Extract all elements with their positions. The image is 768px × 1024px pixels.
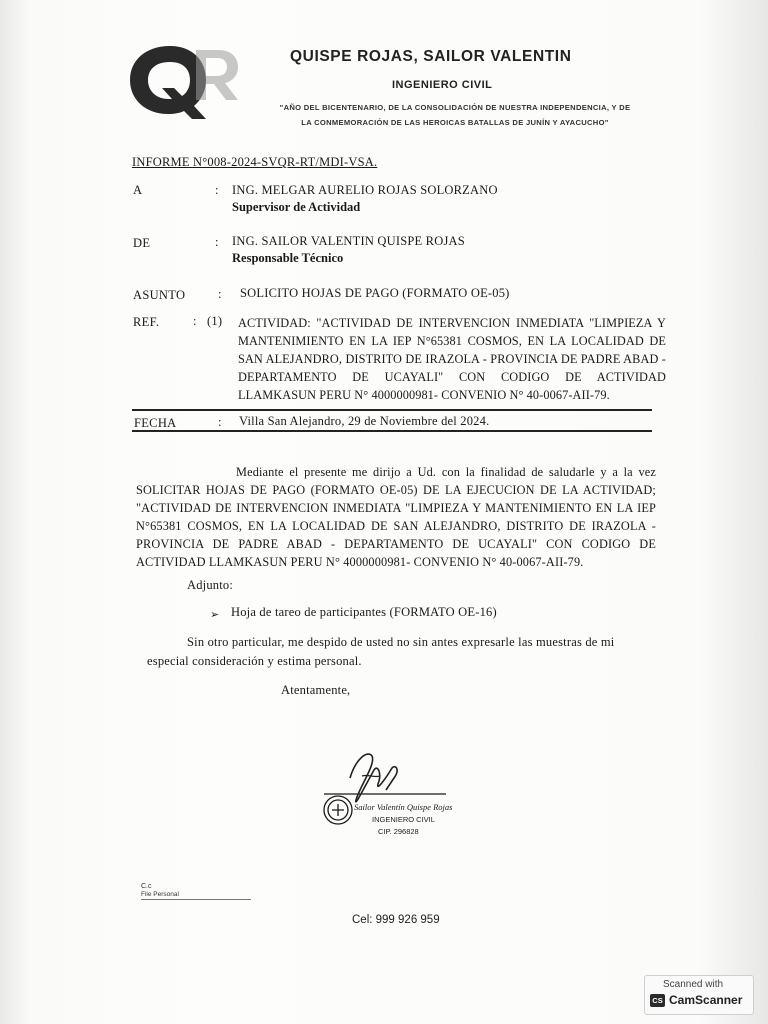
subject-colon: : [218,287,222,301]
footer-rule [141,899,251,900]
scanned-with-text: Scanned with [663,979,724,990]
motto-line-1: "AÑO DEL BICENTENARIO, DE LA CONSOLIDACIÓN DE NUESTRA INDEPENDENCIA, Y DE [279,103,631,112]
to-name: ING. MELGAR AURELIO ROJAS SOLORZANO [232,183,498,197]
cc-label: C.c [141,883,152,890]
attach-item: Hoja de tareo de participantes (FORMATO OE-16) [231,605,497,619]
report-number: INFORME N°008-2024-SVQR-RT/MDI-VSA. [132,155,378,169]
engineer-name: QUISPE ROJAS, SAILOR VALENTIN [290,48,572,65]
camscanner-watermark [644,975,754,1015]
camscanner-logo-icon: CS [650,994,665,1007]
body-paragraph-start: Mediante el presente me dirijo a Ud. con la finalidad de saludarle y a la vez [236,465,656,479]
ref-label: REF. [133,315,160,329]
from-label: DE [133,236,151,250]
qr-logo [126,40,246,120]
signature-stamp [316,748,456,843]
ref-prefix: (1) [207,314,223,328]
body-paragraph-rest: SOLICITAR HOJAS DE PAGO (FORMATO OE-05) DE LA EJECUCION DE LA ACTIVIDAD; "ACTIVIDAD DE INTERVENCION INMEDIATA "LIMPIEZA Y MANTENIMIENTO EN LA IEP N°65381 COSMOS, EN LA LOCALIDAD DE SAN ALEJANDRO, DISTRITO DE IRAZOLA - PROVINCIA DE PADRE ABAD - DEPARTAMENTO DE UCAYALI" CON CODIGO DE ACTIVIDAD LLAMKASUN PERU N° 4000000981- CONVENIO N° 40-0067-AII-79. [136,483,656,569]
body-paragraph [136,463,656,571]
stamp-title: INGENIERO CIVIL [372,815,435,824]
to-role: Supervisor de Actividad [232,200,361,214]
arrow-bullet-icon: ➢ [210,608,220,621]
divider-bottom [132,430,652,432]
attach-label: Adjunto: [187,578,234,592]
phone-number: Cel: 999 926 959 [352,914,440,926]
date-label: FECHA [134,416,177,430]
stamp-name: Sailor Valentín Quispe Rojas [354,802,453,812]
from-colon: : [215,235,219,249]
date-colon: : [218,415,222,429]
farewell: Atentamente, [281,683,351,697]
year-motto [250,100,660,130]
closing-line-2: especial consideración y estima personal. [147,654,362,668]
ref-colon: : [193,314,197,328]
camscanner-brand: CamScanner [669,993,743,1007]
to-colon: : [215,183,219,197]
date-text: Villa San Alejandro, 29 de Noviembre del 2024. [239,414,490,428]
engineer-title: INGENIERO CIVIL [392,79,493,91]
from-name: ING. SAILOR VALENTIN QUISPE ROJAS [232,234,465,248]
to-label: A [133,183,143,197]
subject-text: SOLICITO HOJAS DE PAGO (FORMATO OE-05) [240,286,510,300]
closing-line-1: Sin otro particular, me despido de usted no sin antes expresarle las muestras de mi [187,635,615,649]
ref-text: ACTIVIDAD: "ACTIVIDAD DE INTERVENCION INMEDIATA "LIMPIEZA Y MANTENIMIENTO EN LA IEP N°65381 COSMOS, EN LA LOCALIDAD DE SAN ALEJANDRO, DISTRITO DE IRAZOLA - PROVINCIA DE PADRE ABAD - DEPARTAMENTO DE UCAYALI" CON CODIGO DE ACTIVIDAD LLAMKASUN PERU N° 4000000981- CONVENIO N° 40-0067-AII-79. [238,316,666,402]
subject-label: ASUNTO [133,288,186,302]
stamp-cip: CIP. 296828 [378,827,419,836]
motto-line-2: LA CONMEMORACIÓN DE LAS HEROICAS BATALLAS DE JUNÍN Y AYACUCHO" [301,118,609,127]
divider-top [132,409,652,411]
file-label: File Personal [141,891,179,898]
from-role: Responsable Técnico [232,251,344,265]
